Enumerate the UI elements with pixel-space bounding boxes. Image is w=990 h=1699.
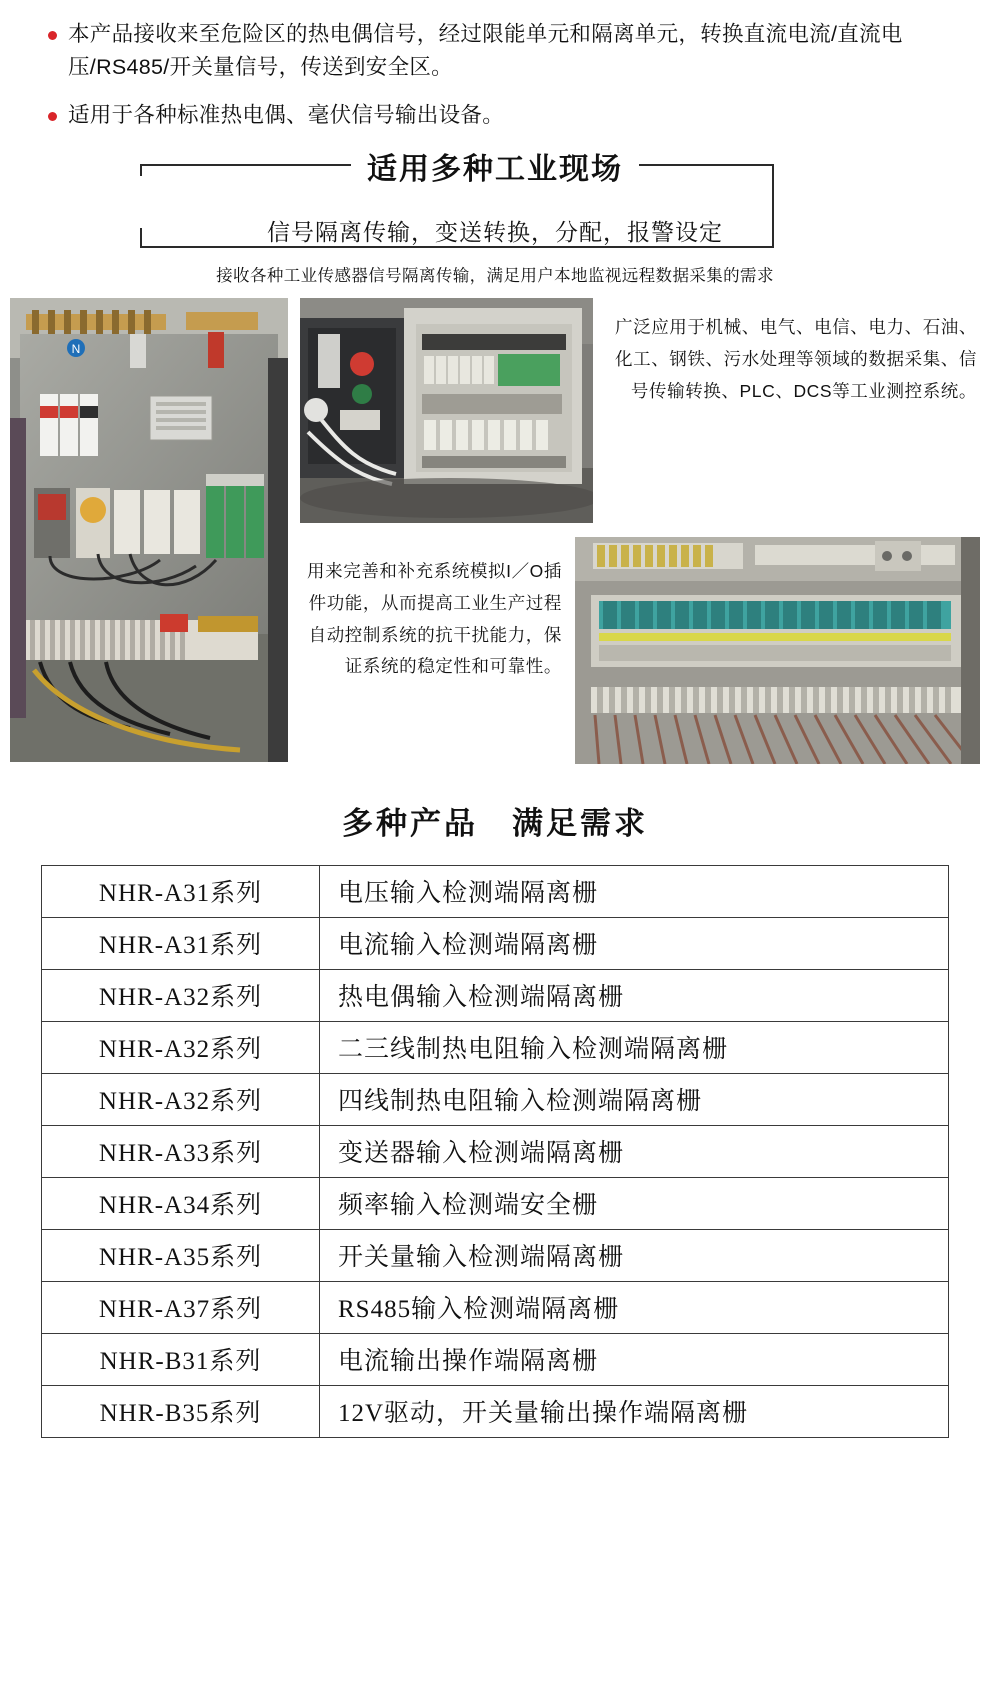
section-subtitle-text: 信号隔离传输，变送转换，分配，报警设定 bbox=[255, 219, 735, 245]
products-heading-left: 多种产品 bbox=[342, 805, 478, 841]
table-row bbox=[42, 969, 949, 1021]
products-table bbox=[41, 865, 949, 1438]
product-description: 四线制热电阻输入检测端隔离栅 bbox=[320, 1073, 949, 1125]
products-table-body bbox=[42, 865, 949, 1437]
product-description: 电流输出操作端隔离栅 bbox=[320, 1333, 949, 1385]
function-paragraph: 用来完善和补充系统模拟I／O插件功能，从而提高工业生产过程自动控制系统的抗干扰能力，保证系统的稳定性和可靠性。 bbox=[307, 560, 562, 677]
product-model: NHR-A31系列 bbox=[42, 917, 320, 969]
list-item bbox=[42, 99, 948, 132]
section-note: 接收各种工业传感器信号隔离传输，满足用户本地监视远程数据采集的需求 bbox=[216, 266, 774, 285]
product-description: 热电偶输入检测端隔离栅 bbox=[320, 969, 949, 1021]
bullet-dot-icon bbox=[48, 31, 57, 40]
product-description: 电流输入检测端隔离栅 bbox=[320, 917, 949, 969]
table-row bbox=[42, 865, 949, 917]
table-row bbox=[42, 1073, 949, 1125]
bullet-dot-icon bbox=[48, 112, 57, 121]
scene-heading-block bbox=[0, 152, 990, 294]
products-table-wrapper bbox=[41, 865, 949, 1438]
product-description: 开关量输入检测端隔离栅 bbox=[320, 1229, 949, 1281]
table-row bbox=[42, 917, 949, 969]
bullet-text: 适用于各种标准热电偶、毫伏信号输出设备。 bbox=[68, 102, 505, 127]
product-description: 频率输入检测端安全栅 bbox=[320, 1177, 949, 1229]
product-model: NHR-B35系列 bbox=[42, 1385, 320, 1437]
product-model: NHR-A32系列 bbox=[42, 1073, 320, 1125]
section-title-text: 适用多种工业现场 bbox=[351, 153, 639, 186]
product-description: 电压输入检测端隔离栅 bbox=[320, 865, 949, 917]
product-description: RS485输入检测端隔离栅 bbox=[320, 1281, 949, 1333]
products-heading bbox=[0, 798, 990, 843]
photo-electrical-cabinet-left bbox=[10, 298, 288, 762]
table-row bbox=[42, 1177, 949, 1229]
product-description: 变送器输入检测端隔离栅 bbox=[320, 1125, 949, 1177]
control-rack-photo-illustration bbox=[575, 537, 980, 764]
photo-control-system-rack bbox=[575, 537, 980, 764]
product-model: NHR-A35系列 bbox=[42, 1229, 320, 1281]
intro-bullet-list bbox=[0, 0, 990, 132]
products-heading-right: 满足需求 bbox=[512, 805, 648, 841]
list-item bbox=[42, 18, 948, 85]
bracket-mask bbox=[168, 288, 746, 298]
section-title bbox=[0, 144, 990, 188]
product-description: 12V驱动，开关量输出操作端隔离栅 bbox=[320, 1385, 949, 1437]
svg-text:N: N bbox=[71, 341, 81, 356]
table-row bbox=[42, 1333, 949, 1385]
table-row bbox=[42, 1125, 949, 1177]
product-model: NHR-A31系列 bbox=[42, 865, 320, 917]
table-row bbox=[42, 1385, 949, 1437]
table-row bbox=[42, 1281, 949, 1333]
table-row bbox=[42, 1021, 949, 1073]
applications-paragraph: 广泛应用于机械、电气、电信、电力、石油、化工、钢铁、污水处理等领域的数据采集、信号传输转换、PLC、DCS等工业测控系统。 bbox=[615, 316, 977, 401]
product-model: NHR-B31系列 bbox=[42, 1333, 320, 1385]
product-model: NHR-A33系列 bbox=[42, 1125, 320, 1177]
photo-collage bbox=[0, 298, 990, 788]
photo-open-control-cabinet bbox=[300, 298, 593, 523]
product-model: NHR-A34系列 bbox=[42, 1177, 320, 1229]
section-subtitle bbox=[0, 214, 990, 247]
cabinet-photo-illustration bbox=[10, 298, 288, 762]
product-description: 二三线制热电阻输入检测端隔离栅 bbox=[320, 1021, 949, 1073]
product-model: NHR-A32系列 bbox=[42, 1021, 320, 1073]
product-model: NHR-A37系列 bbox=[42, 1281, 320, 1333]
product-model: NHR-A32系列 bbox=[42, 969, 320, 1021]
bullet-text: 本产品接收来至危险区的热电偶信号，经过限能单元和隔离单元，转换直流电流/直流电压/RS485/开关量信号，传送到安全区。 bbox=[68, 22, 903, 80]
open-cabinet-photo-illustration bbox=[300, 298, 593, 523]
table-row bbox=[42, 1229, 949, 1281]
